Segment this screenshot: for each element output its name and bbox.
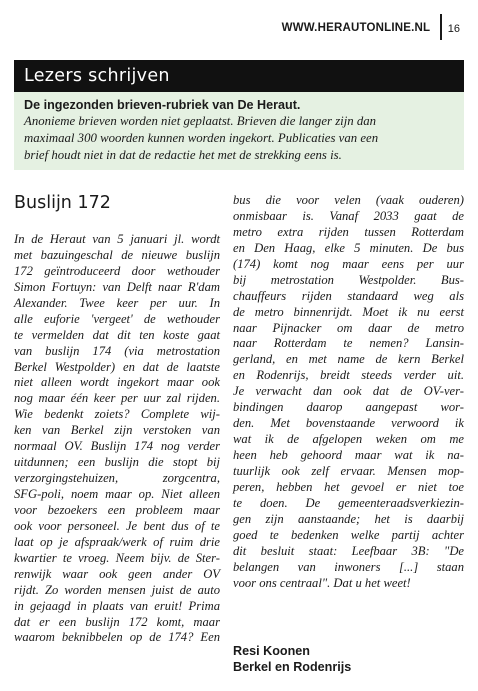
letter-line: (174) komt nog maar eens per uur	[233, 256, 464, 271]
letter-line: ook voor personeel. Je bent dus of te	[14, 518, 220, 533]
letter-line: naar Pijnacker om daar de metro	[233, 320, 464, 335]
letter-line: niet alleen wordt ingekort maar ook	[14, 375, 220, 390]
letter-line: heen heb gehoord maar wat ik na-	[233, 448, 464, 462]
rubric-title: Lezers schrijven	[24, 66, 170, 86]
letter-line: dat er een buslijn 172 komt, maar	[14, 614, 220, 629]
letter-line: gen zijn aanstaande; het is daarbij	[233, 511, 464, 526]
letter-line: dit besluit staat: Leefbaar 3B: "De	[233, 543, 464, 558]
letter-line: in gejaagd in plaats van eruit! Prima	[14, 598, 220, 613]
intro-line: Anonieme brieven worden niet geplaatst. Brieven die langer zijn dan	[24, 114, 377, 128]
letter-column-left	[14, 232, 220, 646]
letter-line: voor bezoekers een probleem maar	[14, 502, 220, 517]
letter-line: SFG-poli, noem maar op. Niet alleen	[14, 487, 220, 501]
letter-line: renwijk waar ook geen ander OV	[14, 566, 220, 581]
letter-line: rijdt. Zo worden mensen juist de auto	[14, 582, 220, 597]
letter-line: Alexander. Twee keer per uur. In	[14, 295, 220, 310]
letter-line: alle euforie 'vergeet' de wethouder	[14, 311, 220, 326]
letter-author: Resi Koonen	[233, 644, 310, 658]
intro-line: brief houdt niet in dat de redactie het met de strekking eens is.	[24, 148, 342, 162]
letter-line: Simon Fortuyn: van Delft naar R'dam	[14, 279, 220, 294]
letter-line: onmisbaar is. Vanaf 2033 gaat de	[233, 208, 464, 223]
letter-line: verzorgingstehuizen, zorgcentra,	[14, 471, 220, 486]
letter-line: van buslijn 174 (via metrostation	[14, 343, 220, 358]
letter-line: belangen van inwoners [...] staan	[233, 559, 464, 574]
letter-line: nog maar één keer per uur zal rijden.	[14, 391, 220, 406]
letter-line: Je verwacht dan ook dat de OV-ver-	[233, 384, 464, 399]
rubric-subtitle: De ingezonden brieven-rubriek van De Heraut.	[24, 98, 301, 112]
letter-line: voor ons centraal". Dat u het weet!	[233, 575, 411, 590]
intro-line: maximaal 300 woorden kunnen worden ingekort. Publicaties van een	[24, 131, 379, 145]
letter-line: waarom beknibbelen op de 174? Een	[14, 630, 220, 645]
letter-column-right	[233, 193, 464, 591]
letter-line: Berkel Westpolder) en dat de laatste	[14, 359, 220, 374]
letter-line: kwartier te vroeg. Neem bijv. de Ster-	[14, 550, 220, 565]
letter-line: uitdunnen; een buslijn die stopt bij	[14, 455, 220, 470]
letter-line: normaal OV. Buslijn 174 nog verder	[14, 439, 220, 454]
letter-line: metro extra rijden tussen Rotterdam	[233, 224, 464, 239]
letter-line: te doen. De gemeenteraadsverkiezin-	[233, 495, 464, 510]
letter-author-place: Berkel en Rodenrijs	[233, 660, 352, 674]
page-header	[282, 14, 460, 44]
letter-line: wat ik de afgelopen weken om me	[233, 432, 464, 447]
letter-line: 172 geïntroduceerd door wethouder	[14, 263, 220, 278]
letter-line: met bazuingeschal de nieuwe buslijn	[14, 247, 220, 262]
rubric-intro-box	[14, 92, 464, 170]
letter-line: bij metrostation Westpolder. Bus-	[233, 272, 464, 287]
letter-line: tuurlijk ook zelf ervaar. Mensen mop-	[233, 463, 464, 478]
letter-line: en Den Haag, elke 5 minuten. De bus	[233, 240, 464, 255]
site-url[interactable]: WWW.HERAUTONLINE.NL	[281, 22, 431, 34]
letter-line: chauffeurs rijden standaard weg als	[233, 288, 464, 303]
letter-line: en Rodenrijs, breidt steeds verder uit.	[233, 368, 464, 383]
letter-line: de metro binnenrijdt. Moet ik nu eerst	[233, 304, 464, 319]
letter-line: Wie bedenkt zoiets? Complete wij-	[14, 407, 220, 422]
letter-title: Buslijn 172	[14, 193, 111, 213]
letter-line: bindingen daarop aangepast wor-	[233, 400, 464, 415]
letter-line: In de Heraut van 5 januari jl. wordt	[14, 232, 220, 246]
letter-line: goed te bedenken welke partij achter	[233, 527, 464, 542]
letter-line: bus die voor velen (vaak ouderen)	[233, 193, 464, 207]
letter-line: laat op je afspraak/werk of ruim drie	[14, 534, 220, 549]
letter-line: peren, hebben het gevoel er niet toe	[233, 479, 464, 494]
letter-line: den. Met bovenstaande verwoord ik	[233, 416, 464, 431]
letter-line: gerland, en met name de kern Berkel	[233, 352, 464, 367]
page-number: 16	[447, 23, 460, 35]
letter-line: naar Rotterdam te nemen? Lansin-	[233, 336, 464, 351]
rubric-title-bar	[14, 60, 464, 92]
rubric-intro-text	[24, 113, 454, 164]
letter-line: te vermelden dat dit ten koste gaat	[14, 327, 220, 342]
letter-line: ken van Berkel zijn verstoken van	[14, 423, 220, 438]
